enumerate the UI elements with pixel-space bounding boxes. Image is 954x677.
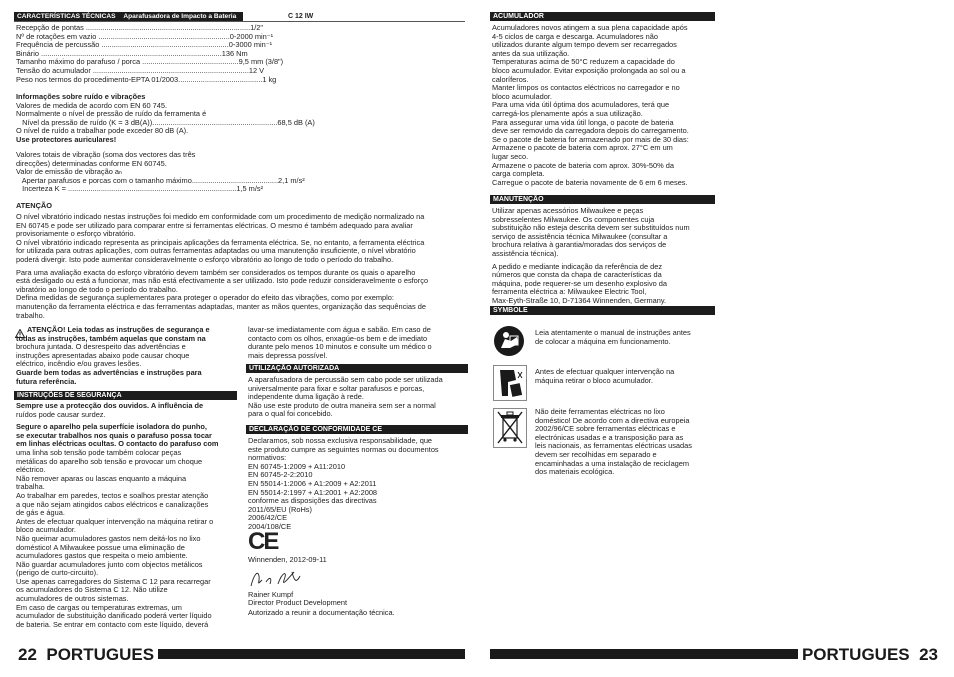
spec-model: C 12 IW [288, 13, 314, 20]
signer-title: Director Product Development [248, 598, 347, 607]
remove-battery-icon [493, 365, 527, 401]
vibration-line: Valores totais de vibração (soma dos vectores das três [16, 150, 196, 159]
symbol3-line: dos materiais ecológica. [535, 467, 615, 477]
battery-line: bloco acumulador. Evitar exposição prolongada ao sol ou a [492, 65, 686, 75]
warning-line: Guarde bem todas as advertências e instruções para [16, 367, 202, 377]
conformity-line: 2006/42/CE [248, 513, 288, 523]
safety-line: Antes de efectuar qualquer intervenção na máquina retirar o [16, 516, 214, 526]
symbol3-line: leis nacionais, as ferramentas eléctricas usadas [535, 441, 692, 451]
conformity-line: Declaramos, sob nossa exclusiva responsabilidade, que [248, 436, 433, 445]
maintenance-header: MANUTENÇÃO [490, 195, 715, 204]
noise-line: Valores de medida de acordo com EN 60 745. [16, 100, 168, 110]
symbol3-line: encaminhadas a uma instalação de reciclagem [535, 458, 690, 468]
safety-instructions [16, 402, 218, 629]
maintenance-line: máquina, pode requerer-se um desenho explosivo da [492, 278, 668, 288]
warning-line: brochura juntada. O desrespeito das advertências e [16, 342, 186, 352]
maintenance-line: assistência técnica). [492, 248, 559, 258]
warning-line: todas as instruções, também aquelas que constam na [16, 333, 206, 343]
spec-header-rule [14, 21, 465, 22]
place-date: Winnenden, 2012-09-11 [248, 555, 327, 564]
conformity-line: conforme as disposições das directivas [248, 496, 377, 506]
attention-line: O nível vibratório indicado nestas instruções foi medido em conformidade com um procedimento de medição normalizado na [16, 212, 425, 221]
conformity-line: normativos: [248, 453, 287, 463]
usage-line: Não use este produto de outra maneira sem ser a normal [248, 400, 436, 410]
safety-line: acumuladores de outros sistemas. [16, 594, 129, 604]
attention-line: EN 60745 e pode ser utilizado para comparar entre si ferramentas eléctricas. O mesmo é também adequado para avaliar [16, 220, 413, 230]
conformity-header: DECLARAÇÃO DE CONFORMIDADE CE [246, 425, 468, 434]
symbol3-line: electrónicas usadas e a transposição para as [535, 432, 684, 442]
safety-line: acumulador de substituição danificado poderá verter líquido [16, 611, 212, 621]
spec-line: Frequência de percussão ..............................................................0-3000 min⁻¹ [16, 40, 273, 50]
vibration-line: Incerteza K = ..................................................................................1,5 m/s² [16, 184, 264, 194]
attention-line: poderá divergir. Isto pode aumentar consideravelmente o esforço vibratório ao longo de todo o período do trabalho. [16, 254, 394, 264]
spec-tool-name: Aparafusadora de Impacto a Bateria [123, 13, 237, 20]
battery-line: Para assegurar uma vida útil longa, o pacote de bateria [492, 117, 674, 127]
leak-line: mais depressa possível. [248, 350, 328, 360]
conformity-line: este produto cumpre as seguintes normas ou documentos [248, 444, 439, 454]
usage-line: A aparafusadora de percussão sem cabo pode ser utilizada [248, 375, 443, 384]
battery-line: Temperaturas acima de 50°C reduzem a capacidade do [492, 57, 675, 67]
attention-line: O nível vibratório indicado representa as principais aplicações da ferramenta eléctrica. Se, no entanto, a ferramenta eléctrica [16, 237, 425, 247]
conformity-line: EN 55014-1:2006 + A1:2009 + A2:2011 [248, 478, 377, 488]
battery-line: bloco acumulador. [492, 91, 552, 101]
spec-header-bar [14, 12, 243, 21]
usage-line: universalmente para fixar e soltar parafusos e porcas, [248, 383, 425, 393]
symbol-remove-battery-text [535, 368, 674, 385]
spec-line: Binário ........................................................................................136 Nm [16, 48, 248, 58]
safety-line: em linhas eléctricas ocultas. O contacto do parafuso com [16, 439, 219, 449]
battery-line: carregá-los plenamente após a sua utilização. [492, 108, 643, 118]
symbol2-line: Antes de efectuar qualquer intervenção na [535, 367, 675, 376]
safety-line: Não queimar acumuladores gastos nem deitá-los no lixo [16, 533, 201, 543]
usage-header: UTILIZAÇÃO AUTORIZADA [246, 364, 468, 373]
safety-line: Não remover aparas ou lascas enquanto a máquina [16, 473, 187, 483]
safety-line: os acumuladores do Sistema C 12. Não utilize [16, 585, 168, 595]
symbol-weee-text [535, 408, 692, 477]
battery-line: antes da sua utilização. [492, 48, 570, 58]
safety-line: Segure o aparelho pela superfície isoladora do punho, [16, 422, 207, 432]
noise-line: Normalmente o nível de pressão de ruído da ferramenta é [16, 109, 207, 119]
vibration-line: Apertar parafusos e porcas com o tamanho máximo..........................................2,1 m/s² [16, 175, 305, 185]
spec-list [16, 24, 283, 84]
attention-line: Defina medidas de segurança suplementares para proteger o operador do efeito das vibrações, como por exemplo: [16, 293, 394, 303]
maintenance-line: Max-Eyth-Straße 10, D-71364 Winnenden, Germany. [492, 295, 667, 305]
signer-name: Rainer Kumpf [248, 590, 294, 599]
safety-line: de bateria. Se entrar em contacto com este líquido, deverá [16, 619, 209, 629]
safety-line: doméstico! A Milwaukee possue uma eliminação de [16, 542, 185, 552]
maintenance-line: substituição não esteja descrita devem ser substituídos num [492, 223, 690, 233]
authorized-text: Autorizado a reunir a documentação técnica. [248, 608, 395, 617]
battery-line: lugar seco. [492, 151, 529, 161]
noise-line: O nível de ruído a trabalhar pode exceder 80 dB (A). [16, 126, 189, 136]
noise-line: Nível da pressão de ruído (K = 3 dB(A)).............................................................68,5 dB (A) [16, 117, 315, 127]
conformity-line: 2004/108/CE [248, 521, 292, 531]
usage-line: independente duma ligação à rede. [248, 392, 364, 402]
symbol3-line: devem ser recolhidas em separado e [535, 449, 657, 459]
spec-line: Nº de rotações em vazio ................................................................0-2000 min⁻¹ [16, 31, 274, 41]
vibration-line: Valor de emissão de vibração aₕ [16, 167, 122, 177]
safety-line: eléctrico. [16, 465, 46, 475]
battery-leak-text [248, 326, 432, 360]
warning-line: eléctrico, incêndio e/ou graves lesões. [16, 359, 142, 369]
vibration-line: direcções) determinadas conforme EN 60745. [16, 158, 167, 168]
battery-line: deve ser removido da carregadora depois do carregamento. [492, 126, 689, 136]
safety-line: trabalha. [16, 482, 45, 492]
safety-line: bloco acumulador. [16, 525, 76, 535]
symbol3-line: 2002/96/CE sobre ferramentas eléctricas e [535, 424, 676, 434]
maintenance-line: números que consta da chapa de características da [492, 270, 662, 280]
page-number: 23 [919, 645, 938, 664]
safety-line: se executar trabalhos nos quais o parafuso possa tocar [16, 430, 212, 440]
battery-line: carga completa. [492, 169, 545, 179]
language-label: PORTUGUES [46, 645, 155, 664]
conformity-line: EN 60745-1:2009 + A11:2010 [248, 461, 346, 471]
usage-line: para o qual foi concebido. [248, 409, 333, 419]
language-label: PORTUGUES [801, 645, 910, 664]
spec-section-title: CARACTERÍSTICAS TÉCNICAS [17, 13, 116, 20]
battery-line: utilizados durante algum tempo devem ser recarregados [492, 40, 677, 50]
page-number-right [798, 645, 942, 665]
ce-mark: CE [248, 528, 278, 555]
battery-line: Carregue o pacote de bateria novamente de 6 em 6 meses. [492, 177, 688, 187]
attention-line: for utilizada para outras aplicações, com outras ferramentas adaptadas ou uma manutenção insuficiente, o nível vibratório [16, 246, 416, 256]
noise-line: Informações sobre ruído e vibrações [16, 92, 146, 101]
attention-line: provisoriamente o esforço vibratório. [16, 229, 136, 239]
safety-warning [16, 326, 210, 386]
safety-line: a que não sejam atingidos cabos eléctricos e canalizações [16, 499, 209, 509]
conformity-line: EN 55014-2:1997 + A1:2001 + A2:2008 [248, 487, 378, 497]
page-number: 22 [18, 645, 37, 664]
battery-header: ACUMULADOR [490, 12, 715, 21]
battery-line: Para uma vida útil óptima dos acumuladores, terá que [492, 100, 670, 110]
conformity-text [248, 437, 439, 532]
warning-line: instruções apresentadas abaixo pode causar choque [16, 350, 190, 360]
vibration-info [16, 151, 305, 194]
leak-line: contacto com os olhos, enxagúe-os bem e de imediato [248, 333, 428, 343]
conformity-line: 2011/65/EU (RoHs) [248, 504, 312, 514]
maintenance-line: sobresselentes Milwaukee. Os componentes cuja [492, 214, 655, 224]
leak-line: durante pelo menos 10 minutos e consulte um médico o [248, 342, 432, 352]
battery-line: 4-5 ciclos de carga e descarga. Acumuladores não [492, 31, 658, 41]
signature [248, 566, 328, 592]
spec-line: Tamanho máximo do parafuso / porca ...............................................9,5 mm (3/8") [16, 57, 284, 67]
safety-line: uma linha sob tensão pode também colocar peças [16, 447, 182, 457]
maintenance-line: serviço de assistência técnica Milwaukee (consultar a [492, 231, 668, 241]
attention-line: Para uma avaliação exacta do esforço vibratório devem também ser considerados os tempos durante os quais o aparelho [16, 267, 416, 277]
symbol3-line: Não deite ferramentas eléctricas no lixo [535, 407, 665, 416]
battery-line: Armazene o pacote de bateria com aprox. 30%-50% da [492, 160, 674, 170]
attention-line: trabalho. [16, 310, 45, 320]
safety-line: acumuladores gastos que respeita o meio ambiente. [16, 551, 188, 561]
symbol2-line: máquina retirar o bloco acumulador. [535, 375, 653, 385]
symbol-read-manual-text [535, 329, 691, 346]
conformity-line: EN 60745-2-2:2010 [248, 470, 313, 480]
battery-line: Se o pacote de bateria for armazenado por mais de 30 dias: [492, 134, 689, 144]
noise-info [16, 93, 315, 145]
safety-line: Em caso de cargas ou temperaturas extremas, um [16, 602, 182, 612]
maintenance-line: Utilizar apenas acessórios Milwaukee e peças [492, 206, 644, 215]
attention-line: vibratório ao longo de todo o período do trabalho. [16, 284, 178, 294]
symbol1-line: Leia atentamente o manual de instruções antes [535, 328, 691, 337]
safety-line: Ao trabalhar em paredes, tectos e soalhos prestar atenção [16, 490, 209, 500]
symbols-header: SYMBOLE [490, 306, 715, 315]
warning-line: futura referência. [16, 376, 77, 386]
read-manual-icon [493, 324, 525, 358]
safety-line: Não guardar acumuladores junto com objectos metálicos [16, 559, 203, 569]
crossed-bin-icon [493, 408, 527, 448]
symbol1-line: de colocar a máquina em funcionamento. [535, 336, 671, 346]
spec-line: Peso nos termos do procedimento-EPTA 01/2003.........................................1 kg [16, 74, 277, 84]
spec-line: Tensão do acumulador ............................................................................12 V [16, 65, 265, 75]
safety-line: de gás e água. [16, 508, 65, 518]
safety-line: ruídos pode causar surdez. [16, 409, 106, 419]
safety-line: Use apenas carregadores do Sistema C 12 para recarregar [16, 576, 211, 586]
safety-line: (perigo de curto-circuito). [16, 568, 99, 578]
right-page [477, 0, 954, 677]
maintenance-text [492, 207, 690, 306]
safety-line: metálicas do aparelho sob tensão e provocar um choque [16, 456, 203, 466]
battery-line: Acumuladores novos atingem a sua plena capacidade após [492, 23, 688, 32]
battery-line: Manter limpos os contactos eléctricos no carregador e no [492, 83, 680, 93]
maintenance-line: A pedido e mediante indicação da referência de dez [492, 261, 663, 271]
page-number-left [14, 645, 158, 665]
maintenance-line: ferramenta eléctrica a: Milwaukee Electric Tool, [492, 287, 647, 297]
warning-line: ATENÇÃO! Leia todas as instruções de segurança e [27, 325, 210, 334]
attention-title: ATENÇÃO [16, 201, 52, 210]
symbol3-line: doméstico! De acordo com a directiva europeia [535, 415, 690, 425]
battery-text [492, 24, 689, 187]
attention-text [16, 213, 428, 320]
spec-line: Recepção de pontas ................................................................................1/2" [16, 23, 264, 32]
attention-line: manutenção da ferramenta eléctrica e das ferramentas adaptadas, manter as mãos quentes, organização das sequências de [16, 301, 427, 311]
noise-line: Use protectores auriculares! [16, 134, 117, 144]
maintenance-line: brochura relativa à garantia/moradas dos serviços de [492, 240, 667, 250]
battery-line: caloríferos. [492, 74, 529, 84]
safety-header: INSTRUÇÕES DE SEGURANÇA [14, 391, 237, 400]
safety-line: Sempre use a protecção dos ouvidos. A influência de [16, 401, 204, 410]
leak-line: lavar-se imediatamente com água e sabão. Em caso de [248, 325, 431, 334]
attention-line: está desligado ou está a funcionar, mas não está efectivamente a ser utilizado. Isto pode reduzir consideravelmente o esforço [16, 276, 429, 286]
usage-text [248, 376, 443, 419]
battery-line: Armazene o pacote de bateria com aprox. 27°C em um [492, 143, 673, 153]
